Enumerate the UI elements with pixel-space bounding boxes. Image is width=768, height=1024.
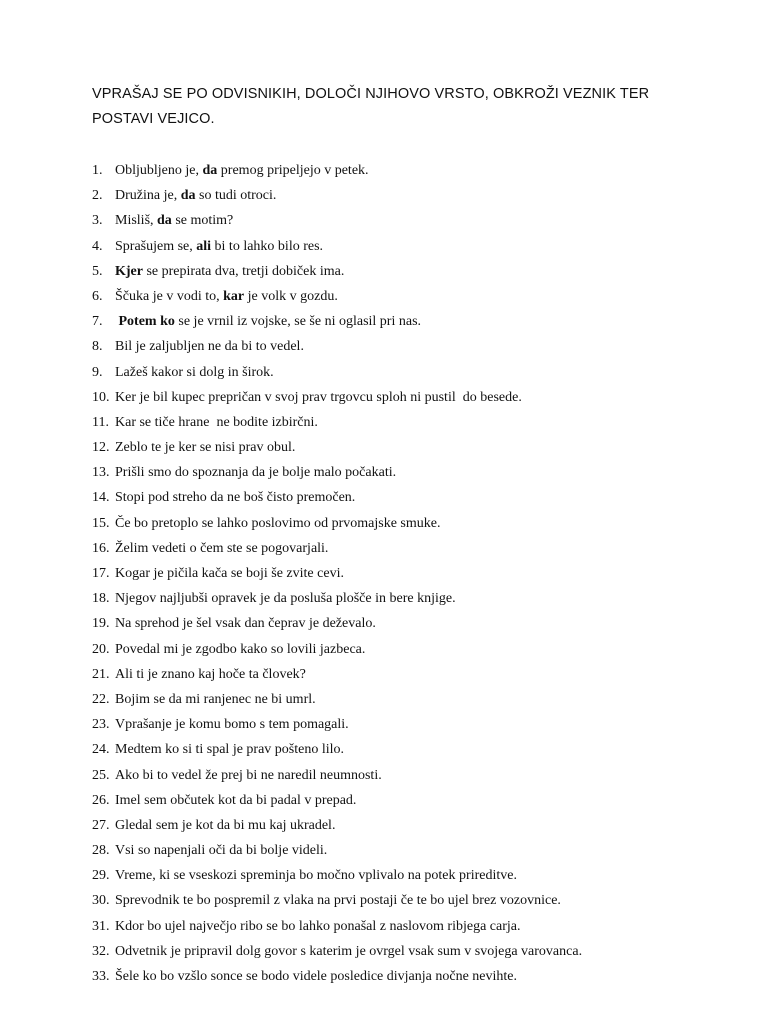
list-item bbox=[92, 485, 582, 510]
item-text: Kogar je pičila kača se boji še zvite cevi. bbox=[115, 566, 344, 581]
list-item bbox=[92, 385, 582, 410]
item-text: Kar se tiče hrane ne bodite izbirčni. bbox=[115, 414, 318, 430]
conjunction-bold: Kjer bbox=[115, 263, 143, 279]
item-number: 3. bbox=[92, 213, 103, 229]
item-text: Ako bi to vedel že prej bi ne naredil neumnosti. bbox=[115, 767, 382, 783]
item-number: 22. bbox=[92, 691, 110, 707]
list-item bbox=[92, 637, 582, 662]
list-item bbox=[92, 939, 582, 964]
item-number: 25. bbox=[92, 767, 110, 783]
list-item bbox=[92, 712, 582, 737]
item-text-rest: so tudi otroci. bbox=[195, 188, 277, 204]
item-text-rest: bi to lahko bilo res. bbox=[211, 238, 324, 254]
list-item bbox=[92, 888, 582, 913]
item-text: Vprašanje je komu bomo s tem pomagali. bbox=[115, 717, 349, 733]
item-number: 19. bbox=[92, 616, 110, 632]
list-item bbox=[92, 234, 582, 259]
list-item bbox=[92, 763, 582, 788]
item-text: Gledal sem je kot da bi mu kaj ukradel. bbox=[115, 817, 336, 833]
item-text: Vreme, ki se vseskozi spreminja bo močno vplivalo na potek prireditve. bbox=[115, 868, 517, 884]
item-text-rest: je volk v gozdu. bbox=[244, 288, 338, 304]
list-item bbox=[92, 183, 582, 208]
list-item bbox=[92, 561, 582, 586]
list-item bbox=[92, 284, 582, 309]
list-item bbox=[92, 410, 582, 435]
item-number: 2. bbox=[92, 188, 103, 204]
list-item bbox=[92, 435, 582, 460]
item-text: Odvetnik je pripravil dolg govor s katerim je ovrgel vsak sum v svojega varovanca. bbox=[115, 943, 583, 959]
item-text-rest: se je vrnil iz vojske, se še ni oglasil pri nas. bbox=[174, 314, 422, 330]
item-number: 5. bbox=[92, 263, 103, 279]
item-text: Če bo pretoplo se lahko poslovimo od prvomajske smuke. bbox=[115, 515, 441, 531]
item-text-rest: premog pripeljejo v petek. bbox=[217, 163, 369, 178]
item-text: Misliš, bbox=[115, 213, 158, 229]
item-text: Njegov najljubši opravek je da posluša plošče in bere knjige. bbox=[115, 591, 456, 607]
conjunction-bold: kar bbox=[223, 288, 245, 304]
item-text: Ker je bil kupec prepričan v svoj prav trgovcu sploh ni pustil do besede. bbox=[115, 389, 522, 405]
item-text: Lažeš kakor si dolg in širok. bbox=[115, 364, 274, 380]
item-number: 11. bbox=[92, 414, 109, 430]
item-number: 18. bbox=[92, 591, 110, 607]
item-number: 13. bbox=[92, 465, 110, 481]
conjunction-bold: da bbox=[157, 213, 172, 229]
list-item bbox=[92, 158, 582, 183]
item-number: 21. bbox=[92, 666, 110, 682]
list-item bbox=[92, 511, 582, 536]
item-number: 12. bbox=[92, 440, 110, 456]
list-item bbox=[92, 737, 582, 762]
conjunction-bold: Potem ko bbox=[118, 314, 175, 330]
item-text: Imel sem občutek kot da bi padal v prepad. bbox=[115, 792, 357, 808]
item-number: 17. bbox=[92, 566, 110, 581]
list-item bbox=[92, 687, 582, 712]
list-item bbox=[92, 662, 582, 687]
item-number: 14. bbox=[92, 490, 110, 506]
item-number: 1. bbox=[92, 163, 103, 178]
item-text: Bil je zaljubljen ne da bi to vedel. bbox=[115, 339, 304, 355]
exercise-heading: VPRAŠAJ SE PO ODVISNIKIH, DOLOČI NJIHOVO VRSTO, OBKROŽI VEZNIK TER POSTAVI VEJICO. bbox=[92, 86, 650, 127]
item-number: 31. bbox=[92, 918, 110, 934]
item-number: 29. bbox=[92, 868, 110, 884]
list-item bbox=[92, 586, 582, 611]
conjunction-bold: ali bbox=[196, 238, 212, 254]
list-item bbox=[92, 838, 582, 863]
item-number: 9. bbox=[92, 364, 103, 380]
item-number: 28. bbox=[92, 843, 110, 859]
item-number: 24. bbox=[92, 742, 110, 758]
item-text: Ščuka je v vodi to, bbox=[115, 288, 224, 304]
list-item bbox=[92, 813, 582, 838]
item-text: Medtem ko si ti spal je prav pošteno lilo. bbox=[115, 742, 345, 758]
list-item bbox=[92, 964, 582, 989]
item-text: Kdor bo ujel največjo ribo se bo lahko ponašal z naslovom ribjega carja. bbox=[115, 918, 521, 934]
item-number: 20. bbox=[92, 641, 110, 657]
item-text: Stopi pod streho da ne boš čisto premočen. bbox=[115, 490, 356, 506]
list-item bbox=[92, 309, 582, 334]
item-number: 10. bbox=[92, 389, 110, 405]
item-number: 23. bbox=[92, 717, 110, 733]
item-number: 7. bbox=[92, 314, 103, 330]
list-item bbox=[92, 259, 582, 284]
item-text: Sprevodnik te bo pospremil z vlaka na prvi postaji če te bo ujel brez vozovnice. bbox=[115, 893, 561, 909]
item-text-rest: se motim? bbox=[171, 213, 234, 229]
item-number: 6. bbox=[92, 288, 103, 304]
item-text: Sprašujem se, bbox=[115, 238, 197, 254]
item-text: Prišli smo do spoznanja da je bolje malo počakati. bbox=[115, 465, 397, 481]
item-number: 27. bbox=[92, 817, 110, 833]
item-number: 30. bbox=[92, 893, 110, 909]
list-item bbox=[92, 460, 582, 485]
item-text: Vsi so napenjali oči da bi bolje videli. bbox=[115, 843, 328, 859]
list-item bbox=[92, 208, 582, 233]
item-text: Šele ko bo vzšlo sonce se bodo videle posledice divjanja nočne nevihte. bbox=[115, 969, 518, 984]
item-number: 32. bbox=[92, 943, 110, 959]
sentence-list bbox=[92, 158, 582, 989]
item-text: Družina je, bbox=[115, 188, 181, 204]
list-item bbox=[92, 788, 582, 813]
item-number: 8. bbox=[92, 339, 103, 355]
list-item bbox=[92, 611, 582, 636]
item-text: Bojim se da mi ranjenec ne bi umrl. bbox=[115, 691, 316, 707]
list-item bbox=[92, 334, 582, 359]
item-number: 16. bbox=[92, 540, 110, 556]
conjunction-bold: da bbox=[202, 163, 218, 178]
list-item bbox=[92, 863, 582, 888]
conjunction-bold: da bbox=[180, 188, 196, 204]
list-item bbox=[92, 536, 582, 561]
item-text-rest: se prepirata dva, tretji dobiček ima. bbox=[142, 263, 345, 279]
item-text: Povedal mi je zgodbo kako so lovili jazbeca. bbox=[115, 641, 366, 657]
item-text: Ali ti je znano kaj hoče ta človek? bbox=[115, 666, 306, 682]
item-number: 4. bbox=[92, 238, 103, 254]
item-number: 15. bbox=[92, 515, 110, 531]
list-item bbox=[92, 360, 582, 385]
item-number: 26. bbox=[92, 792, 110, 808]
item-text: Obljubljeno je, bbox=[115, 163, 203, 178]
item-number: 33. bbox=[92, 969, 110, 984]
item-text: Zeblo te je ker se nisi prav obul. bbox=[115, 440, 296, 456]
list-item bbox=[92, 914, 582, 939]
item-text: Na sprehod je šel vsak dan čeprav je deževalo. bbox=[115, 616, 376, 632]
item-text: Želim vedeti o čem ste se pogovarjali. bbox=[115, 540, 329, 556]
